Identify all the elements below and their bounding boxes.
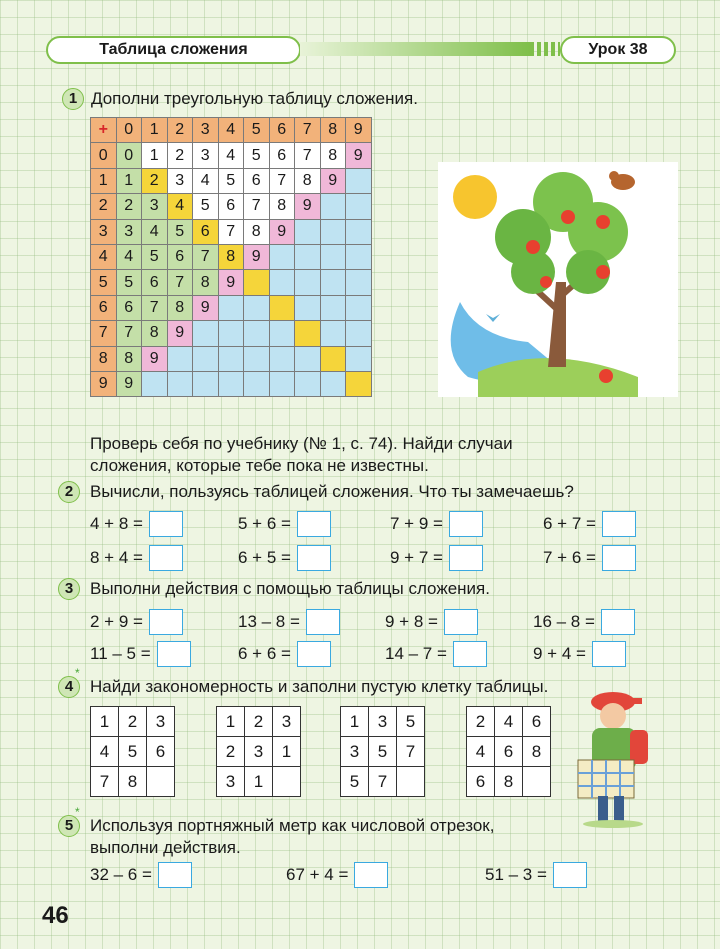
table-cell bbox=[218, 371, 244, 396]
pattern-grid-row bbox=[341, 767, 425, 797]
answer-box[interactable] bbox=[306, 609, 340, 635]
pattern-cell: 3 bbox=[369, 707, 397, 737]
table-cell: 6 bbox=[142, 270, 168, 295]
table-cell bbox=[142, 371, 168, 396]
table-header-cell: 7 bbox=[295, 118, 321, 143]
fallen-apple bbox=[599, 369, 613, 383]
expression-text: 6 + 6 = bbox=[238, 644, 291, 663]
pattern-cell: 7 bbox=[397, 737, 425, 767]
table-header-cell: 1 bbox=[142, 118, 168, 143]
apple bbox=[596, 265, 610, 279]
table-row bbox=[91, 118, 372, 143]
table-row bbox=[91, 219, 372, 244]
task5-expression bbox=[286, 862, 388, 888]
table-cell: 3 bbox=[193, 143, 219, 168]
task5-expression bbox=[90, 862, 192, 888]
expression-text: 14 – 7 = bbox=[385, 644, 447, 663]
task3-number: 3 bbox=[58, 578, 80, 600]
table-cell: 8 bbox=[320, 143, 346, 168]
table-cell bbox=[320, 346, 346, 371]
task4-star-icon: * bbox=[75, 666, 80, 680]
empty-cell[interactable] bbox=[273, 767, 301, 797]
task2-number: 2 bbox=[58, 481, 80, 503]
table-header-cell: 8 bbox=[320, 118, 346, 143]
table-cell: 9 bbox=[218, 270, 244, 295]
task1-number: 1 bbox=[62, 88, 84, 110]
table-cell: 7 bbox=[218, 219, 244, 244]
table-cell: 5 bbox=[193, 194, 219, 219]
table-cell: 8 bbox=[295, 168, 321, 193]
ground bbox=[583, 820, 643, 828]
pattern-grid-row bbox=[217, 767, 301, 797]
tree-illustration bbox=[438, 162, 678, 397]
answer-box[interactable] bbox=[592, 641, 626, 667]
answer-box[interactable] bbox=[354, 862, 388, 888]
table-cell bbox=[320, 219, 346, 244]
task4-text: Найди закономерность и заполни пустую клетку таблицы. bbox=[90, 677, 549, 696]
pattern-cell: 4 bbox=[91, 737, 119, 767]
table-header-cell: 9 bbox=[346, 118, 372, 143]
table-cell: 7 bbox=[193, 244, 219, 269]
table-cell bbox=[167, 371, 193, 396]
table-cell bbox=[346, 371, 372, 396]
table-cell bbox=[346, 270, 372, 295]
task3-expression bbox=[90, 641, 191, 667]
pattern-grid bbox=[466, 706, 551, 797]
table-cell: 0 bbox=[116, 143, 142, 168]
table-cell: 6 bbox=[193, 219, 219, 244]
face bbox=[600, 703, 626, 729]
table-cell bbox=[295, 321, 321, 346]
pattern-cell: 4 bbox=[467, 737, 495, 767]
table-cell: 9 bbox=[346, 143, 372, 168]
pattern-cell: 3 bbox=[147, 707, 175, 737]
table-cell: 8 bbox=[269, 194, 295, 219]
answer-box[interactable] bbox=[157, 641, 191, 667]
table-cell: 6 bbox=[116, 295, 142, 320]
empty-cell[interactable] bbox=[147, 767, 175, 797]
expression-text: 2 + 9 = bbox=[90, 612, 143, 631]
pattern-grid-row bbox=[91, 767, 175, 797]
pattern-cell: 6 bbox=[467, 767, 495, 797]
table-cell bbox=[295, 270, 321, 295]
pattern-cell: 6 bbox=[495, 737, 523, 767]
cap-visor bbox=[616, 698, 642, 704]
table-cell: 3 bbox=[167, 168, 193, 193]
table-cell: 1 bbox=[142, 143, 168, 168]
table-cell bbox=[346, 194, 372, 219]
table-cell: 9 bbox=[269, 219, 295, 244]
table-cell: 1 bbox=[116, 168, 142, 193]
pattern-grid bbox=[90, 706, 175, 797]
expression-text: 51 – 3 = bbox=[485, 865, 547, 884]
answer-box[interactable] bbox=[149, 511, 183, 537]
table-cell: 4 bbox=[116, 244, 142, 269]
pattern-cell: 8 bbox=[119, 767, 147, 797]
pattern-cell: 1 bbox=[217, 707, 245, 737]
task2-expression bbox=[390, 545, 483, 571]
pattern-cell: 1 bbox=[245, 767, 273, 797]
pattern-cell: 5 bbox=[341, 767, 369, 797]
table-cell: 5 bbox=[244, 143, 270, 168]
answer-box[interactable] bbox=[158, 862, 192, 888]
pattern-cell: 7 bbox=[91, 767, 119, 797]
table-cell bbox=[193, 346, 219, 371]
task2-expression bbox=[543, 511, 636, 537]
table-cell: 6 bbox=[218, 194, 244, 219]
table-cell: 8 bbox=[116, 346, 142, 371]
table-cell bbox=[295, 346, 321, 371]
sun bbox=[453, 175, 497, 219]
expression-text: 16 – 8 = bbox=[533, 612, 595, 631]
pattern-cell: 3 bbox=[341, 737, 369, 767]
table-header-cell: 3 bbox=[193, 118, 219, 143]
pattern-cell: 2 bbox=[467, 707, 495, 737]
answer-box[interactable] bbox=[297, 641, 331, 667]
table-row bbox=[91, 371, 372, 396]
table-cell: 7 bbox=[269, 168, 295, 193]
empty-cell[interactable] bbox=[523, 767, 551, 797]
table-cell bbox=[346, 219, 372, 244]
task1-check-line1: Проверь себя по учебнику (№ 1, с. 74). Найди случаи bbox=[90, 434, 513, 453]
table-row bbox=[91, 295, 372, 320]
task5-expression bbox=[485, 862, 587, 888]
pattern-grid-row bbox=[217, 707, 301, 737]
header-ticks bbox=[530, 42, 560, 56]
expression-text: 7 + 6 = bbox=[543, 548, 596, 567]
table-cell: 5 bbox=[116, 270, 142, 295]
pattern-grid-row bbox=[341, 737, 425, 767]
table-cell: 6 bbox=[167, 244, 193, 269]
pattern-cell: 5 bbox=[397, 707, 425, 737]
expression-text: 67 + 4 = bbox=[286, 865, 349, 884]
table-cell bbox=[346, 244, 372, 269]
task3-expression bbox=[533, 609, 635, 635]
task2-text: Вычисли, пользуясь таблицей сложения. Что ты замечаешь? bbox=[90, 482, 574, 501]
table-cell bbox=[320, 295, 346, 320]
table-header-cell: 3 bbox=[91, 219, 117, 244]
pattern-cell: 5 bbox=[119, 737, 147, 767]
expression-text: 9 + 4 = bbox=[533, 644, 586, 663]
table-cell: 9 bbox=[295, 194, 321, 219]
lesson-label: Урок 38 bbox=[560, 36, 676, 64]
apple bbox=[540, 276, 552, 288]
table-cell: 4 bbox=[142, 219, 168, 244]
empty-cell[interactable] bbox=[397, 767, 425, 797]
table-cell: 7 bbox=[167, 270, 193, 295]
table-cell bbox=[218, 295, 244, 320]
table-cell bbox=[269, 270, 295, 295]
table-cell bbox=[269, 295, 295, 320]
table-cell bbox=[167, 346, 193, 371]
answer-box[interactable] bbox=[449, 545, 483, 571]
task5-text-line2: выполни действия. bbox=[90, 838, 241, 857]
table-row bbox=[91, 143, 372, 168]
boy-illustration bbox=[568, 688, 658, 828]
leg-left bbox=[598, 796, 608, 822]
table-cell bbox=[193, 321, 219, 346]
task3-expression bbox=[238, 609, 340, 635]
task2-expression bbox=[390, 511, 483, 537]
answer-box[interactable] bbox=[602, 511, 636, 537]
table-header-cell: 8 bbox=[91, 346, 117, 371]
table-cell: 7 bbox=[116, 321, 142, 346]
table-header-cell: 1 bbox=[91, 168, 117, 193]
table-cell: 8 bbox=[244, 219, 270, 244]
pattern-grid-row bbox=[217, 737, 301, 767]
task3-expression bbox=[90, 609, 183, 635]
table-header-cell: 7 bbox=[91, 321, 117, 346]
table-cell bbox=[346, 168, 372, 193]
table-cell: 3 bbox=[142, 194, 168, 219]
plus-sign: + bbox=[91, 118, 117, 143]
expression-text: 9 + 8 = bbox=[385, 612, 438, 631]
table-cell bbox=[244, 270, 270, 295]
expression-text: 9 + 7 = bbox=[390, 548, 443, 567]
table-row bbox=[91, 244, 372, 269]
table-cell bbox=[269, 244, 295, 269]
table-cell bbox=[244, 295, 270, 320]
table-row bbox=[91, 321, 372, 346]
table-cell: 6 bbox=[269, 143, 295, 168]
answer-box[interactable] bbox=[449, 511, 483, 537]
answer-box[interactable] bbox=[297, 511, 331, 537]
table-row bbox=[91, 194, 372, 219]
table-cell bbox=[346, 321, 372, 346]
pattern-cell: 8 bbox=[495, 767, 523, 797]
table-row bbox=[91, 346, 372, 371]
header-decoration bbox=[300, 42, 530, 56]
table-cell bbox=[218, 346, 244, 371]
table-cell: 7 bbox=[244, 194, 270, 219]
table-cell: 4 bbox=[218, 143, 244, 168]
table-cell: 8 bbox=[167, 295, 193, 320]
table-cell bbox=[320, 244, 346, 269]
pattern-cell: 3 bbox=[245, 737, 273, 767]
answer-box[interactable] bbox=[601, 609, 635, 635]
page-number: 46 bbox=[42, 902, 69, 929]
task5-number: 5 bbox=[58, 815, 80, 837]
table-cell: 9 bbox=[193, 295, 219, 320]
apple bbox=[596, 215, 610, 229]
table-cell: 6 bbox=[244, 168, 270, 193]
bird-head bbox=[609, 171, 619, 181]
task2-expression bbox=[238, 545, 331, 571]
pattern-cell: 2 bbox=[245, 707, 273, 737]
pattern-cell: 3 bbox=[217, 767, 245, 797]
expression-text: 7 + 9 = bbox=[390, 514, 443, 533]
table-header-cell: 4 bbox=[91, 244, 117, 269]
table-header-cell: 4 bbox=[218, 118, 244, 143]
table-cell: 8 bbox=[142, 321, 168, 346]
task3-expression bbox=[385, 609, 478, 635]
pattern-cell: 2 bbox=[119, 707, 147, 737]
expression-text: 11 – 5 = bbox=[90, 644, 151, 663]
table-cell: 7 bbox=[295, 143, 321, 168]
expression-text: 6 + 7 = bbox=[543, 514, 596, 533]
pattern-grid-row bbox=[467, 767, 551, 797]
table-cell: 2 bbox=[167, 143, 193, 168]
expression-text: 13 – 8 = bbox=[238, 612, 300, 631]
task4-number: 4 bbox=[58, 676, 80, 698]
table-cell bbox=[244, 371, 270, 396]
table-cell: 8 bbox=[193, 270, 219, 295]
table-cell bbox=[244, 346, 270, 371]
pattern-cell: 1 bbox=[273, 737, 301, 767]
answer-box[interactable] bbox=[444, 609, 478, 635]
table-cell bbox=[218, 321, 244, 346]
table-cell bbox=[295, 219, 321, 244]
table-cell bbox=[346, 346, 372, 371]
table-cell bbox=[320, 194, 346, 219]
section-title: Таблица сложения bbox=[46, 36, 301, 64]
table-cell bbox=[269, 321, 295, 346]
pattern-cell: 2 bbox=[217, 737, 245, 767]
table-cell bbox=[193, 371, 219, 396]
table-cell: 2 bbox=[116, 194, 142, 219]
table-cell: 9 bbox=[116, 371, 142, 396]
task3-expression bbox=[533, 641, 626, 667]
pattern-cell: 7 bbox=[369, 767, 397, 797]
table-cell: 7 bbox=[142, 295, 168, 320]
apple bbox=[526, 240, 540, 254]
table-cell: 5 bbox=[167, 219, 193, 244]
table-cell bbox=[320, 270, 346, 295]
expression-text: 8 + 4 = bbox=[90, 548, 143, 567]
table-cell bbox=[320, 321, 346, 346]
task1-text: Дополни треугольную таблицу сложения. bbox=[91, 89, 418, 108]
table-cell: 9 bbox=[320, 168, 346, 193]
pattern-grid-row bbox=[467, 737, 551, 767]
table-cell: 3 bbox=[116, 219, 142, 244]
pattern-cell: 6 bbox=[523, 707, 551, 737]
table-header-cell: 6 bbox=[91, 295, 117, 320]
pattern-grid-row bbox=[467, 707, 551, 737]
task2-expression bbox=[238, 511, 331, 537]
expression-text: 32 – 6 = bbox=[90, 865, 152, 884]
addition-table bbox=[90, 117, 372, 397]
pattern-cell: 3 bbox=[273, 707, 301, 737]
task5-star-icon: * bbox=[75, 805, 80, 819]
answer-box[interactable] bbox=[149, 609, 183, 635]
answer-box[interactable] bbox=[453, 641, 487, 667]
table-cell: 4 bbox=[193, 168, 219, 193]
table-cell: 5 bbox=[142, 244, 168, 269]
table-header-cell: 9 bbox=[91, 371, 117, 396]
table-cell bbox=[320, 371, 346, 396]
pattern-cell: 6 bbox=[147, 737, 175, 767]
pattern-grid bbox=[216, 706, 301, 797]
task3-text: Выполни действия с помощью таблицы сложения. bbox=[90, 579, 490, 598]
table-cell: 9 bbox=[142, 346, 168, 371]
pattern-grid-row bbox=[341, 707, 425, 737]
task3-expression bbox=[238, 641, 331, 667]
task2-expression bbox=[90, 545, 183, 571]
answer-box[interactable] bbox=[149, 545, 183, 571]
pattern-cell: 1 bbox=[91, 707, 119, 737]
answer-box[interactable] bbox=[297, 545, 331, 571]
task5-text-line1: Используя портняжный метр как числовой отрезок, bbox=[90, 816, 495, 835]
task2-expression bbox=[543, 545, 636, 571]
backpack bbox=[630, 730, 648, 764]
table-cell bbox=[295, 244, 321, 269]
task3-expression bbox=[385, 641, 487, 667]
answer-box[interactable] bbox=[553, 862, 587, 888]
table-cell bbox=[269, 346, 295, 371]
apple bbox=[561, 210, 575, 224]
table-header-cell: 0 bbox=[91, 143, 117, 168]
table-cell: 4 bbox=[167, 194, 193, 219]
table-header-cell: 0 bbox=[116, 118, 142, 143]
table-header-cell: 2 bbox=[91, 194, 117, 219]
table-cell: 5 bbox=[218, 168, 244, 193]
pattern-grid-row bbox=[91, 707, 175, 737]
table-cell: 9 bbox=[244, 244, 270, 269]
pattern-cell: 5 bbox=[369, 737, 397, 767]
pattern-cell: 8 bbox=[523, 737, 551, 767]
answer-box[interactable] bbox=[602, 545, 636, 571]
table-header-cell: 2 bbox=[167, 118, 193, 143]
table-header-cell: 5 bbox=[244, 118, 270, 143]
table-header-cell: 6 bbox=[269, 118, 295, 143]
table-cell: 9 bbox=[167, 321, 193, 346]
expression-text: 4 + 8 = bbox=[90, 514, 143, 533]
table-cell: 2 bbox=[142, 168, 168, 193]
table-cell bbox=[269, 371, 295, 396]
task2-expression bbox=[90, 511, 183, 537]
expression-text: 5 + 6 = bbox=[238, 514, 291, 533]
table-cell bbox=[244, 321, 270, 346]
expression-text: 6 + 5 = bbox=[238, 548, 291, 567]
pattern-grid bbox=[340, 706, 425, 797]
table-row bbox=[91, 168, 372, 193]
pattern-grid-row bbox=[91, 737, 175, 767]
table-cell: 8 bbox=[218, 244, 244, 269]
leg-right bbox=[614, 796, 624, 822]
table-cell bbox=[346, 295, 372, 320]
pattern-cell: 1 bbox=[341, 707, 369, 737]
task1-check-line2: сложения, которые тебе пока не известны. bbox=[90, 456, 429, 475]
pattern-cell: 4 bbox=[495, 707, 523, 737]
table-cell bbox=[295, 295, 321, 320]
table-row bbox=[91, 270, 372, 295]
table-header-cell: 5 bbox=[91, 270, 117, 295]
table-cell bbox=[295, 371, 321, 396]
